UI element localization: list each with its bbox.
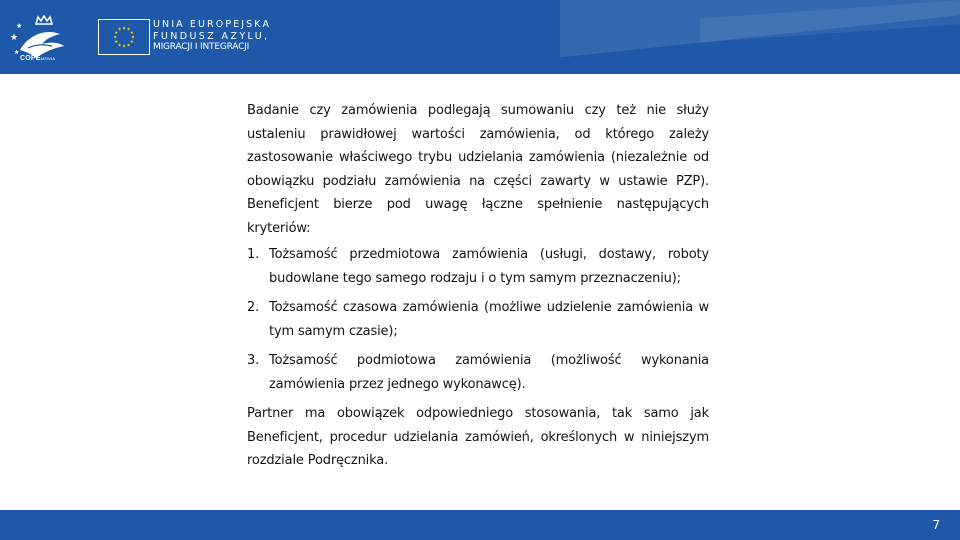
svg-text:★: ★	[14, 50, 20, 56]
criteria-list	[247, 243, 709, 396]
svg-text:★: ★	[10, 32, 19, 42]
svg-text:★: ★	[129, 39, 134, 44]
list-item	[247, 296, 709, 343]
page-number: 7	[932, 518, 940, 532]
svg-text:★: ★	[121, 43, 127, 49]
cope-logo-subtext: MSWIA	[40, 56, 56, 61]
cope-logo-text: COPE	[20, 55, 41, 62]
list-item-number: 1.	[247, 247, 260, 262]
svg-text:★: ★	[117, 42, 122, 48]
cope-logo-label	[20, 55, 55, 62]
list-item	[247, 243, 709, 290]
list-item-text: Tożsamość przedmiotowa zamówienia (usługi, dostawy, roboty budowlane tego samego rodzaju i o tym samym przeznaczeniu);	[269, 247, 709, 286]
footer-bar	[0, 510, 960, 540]
header-bar	[0, 0, 960, 74]
svg-text:★: ★	[114, 30, 119, 35]
svg-text:★: ★	[129, 30, 134, 35]
intro-paragraph: Badanie czy zamówienia podlegają sumowaniu czy też nie służy ustaleniu prawidłowej wartości zamówienia, od którego zależy zastosowanie właściwego trybu udzielania zamówienia (niezależnie od obowiązku podziału zamówienia na części zawarty w ustawie PZP). Beneficjent bierze pod uwagę łączne spełnienie następujących kryteriów:	[247, 103, 709, 236]
list-item-text: Tożsamość podmiotowa zamówienia (możliwość wykonania zamówienia przez jednego wykonawcę).	[269, 353, 709, 392]
slide-body	[247, 99, 709, 473]
svg-text:★: ★	[130, 34, 136, 40]
svg-text:★: ★	[112, 34, 118, 40]
svg-text:★: ★	[121, 25, 127, 31]
svg-text:★: ★	[16, 23, 23, 30]
eu-line-1: UNIA EUROPEJSKA	[153, 19, 272, 30]
list-item-text: Tożsamość czasowa zamówienia (możliwe udzielenie zamówienia w tym samym czasie);	[269, 300, 709, 339]
eu-fund-label	[153, 19, 271, 54]
svg-text:★: ★	[126, 26, 131, 32]
list-item-number: 2.	[247, 300, 260, 315]
svg-text:★: ★	[126, 42, 131, 48]
svg-text:★: ★	[117, 26, 122, 32]
svg-text:★: ★	[114, 39, 119, 44]
eu-line-3: MIGRACJI I INTEGRACJI	[153, 42, 250, 52]
outro-paragraph: Partner ma obowiązek odpowiedniego stosowania, tak samo jak Beneficjent, procedur udzielania zamówień, określonych w niniejszym rozdziale Podręcznika.	[247, 406, 709, 468]
eu-line-2: FUNDUSZ AZYLU,	[153, 30, 270, 42]
eu-flag-icon	[98, 19, 150, 55]
list-item-number: 3.	[247, 353, 260, 368]
list-item	[247, 349, 709, 396]
